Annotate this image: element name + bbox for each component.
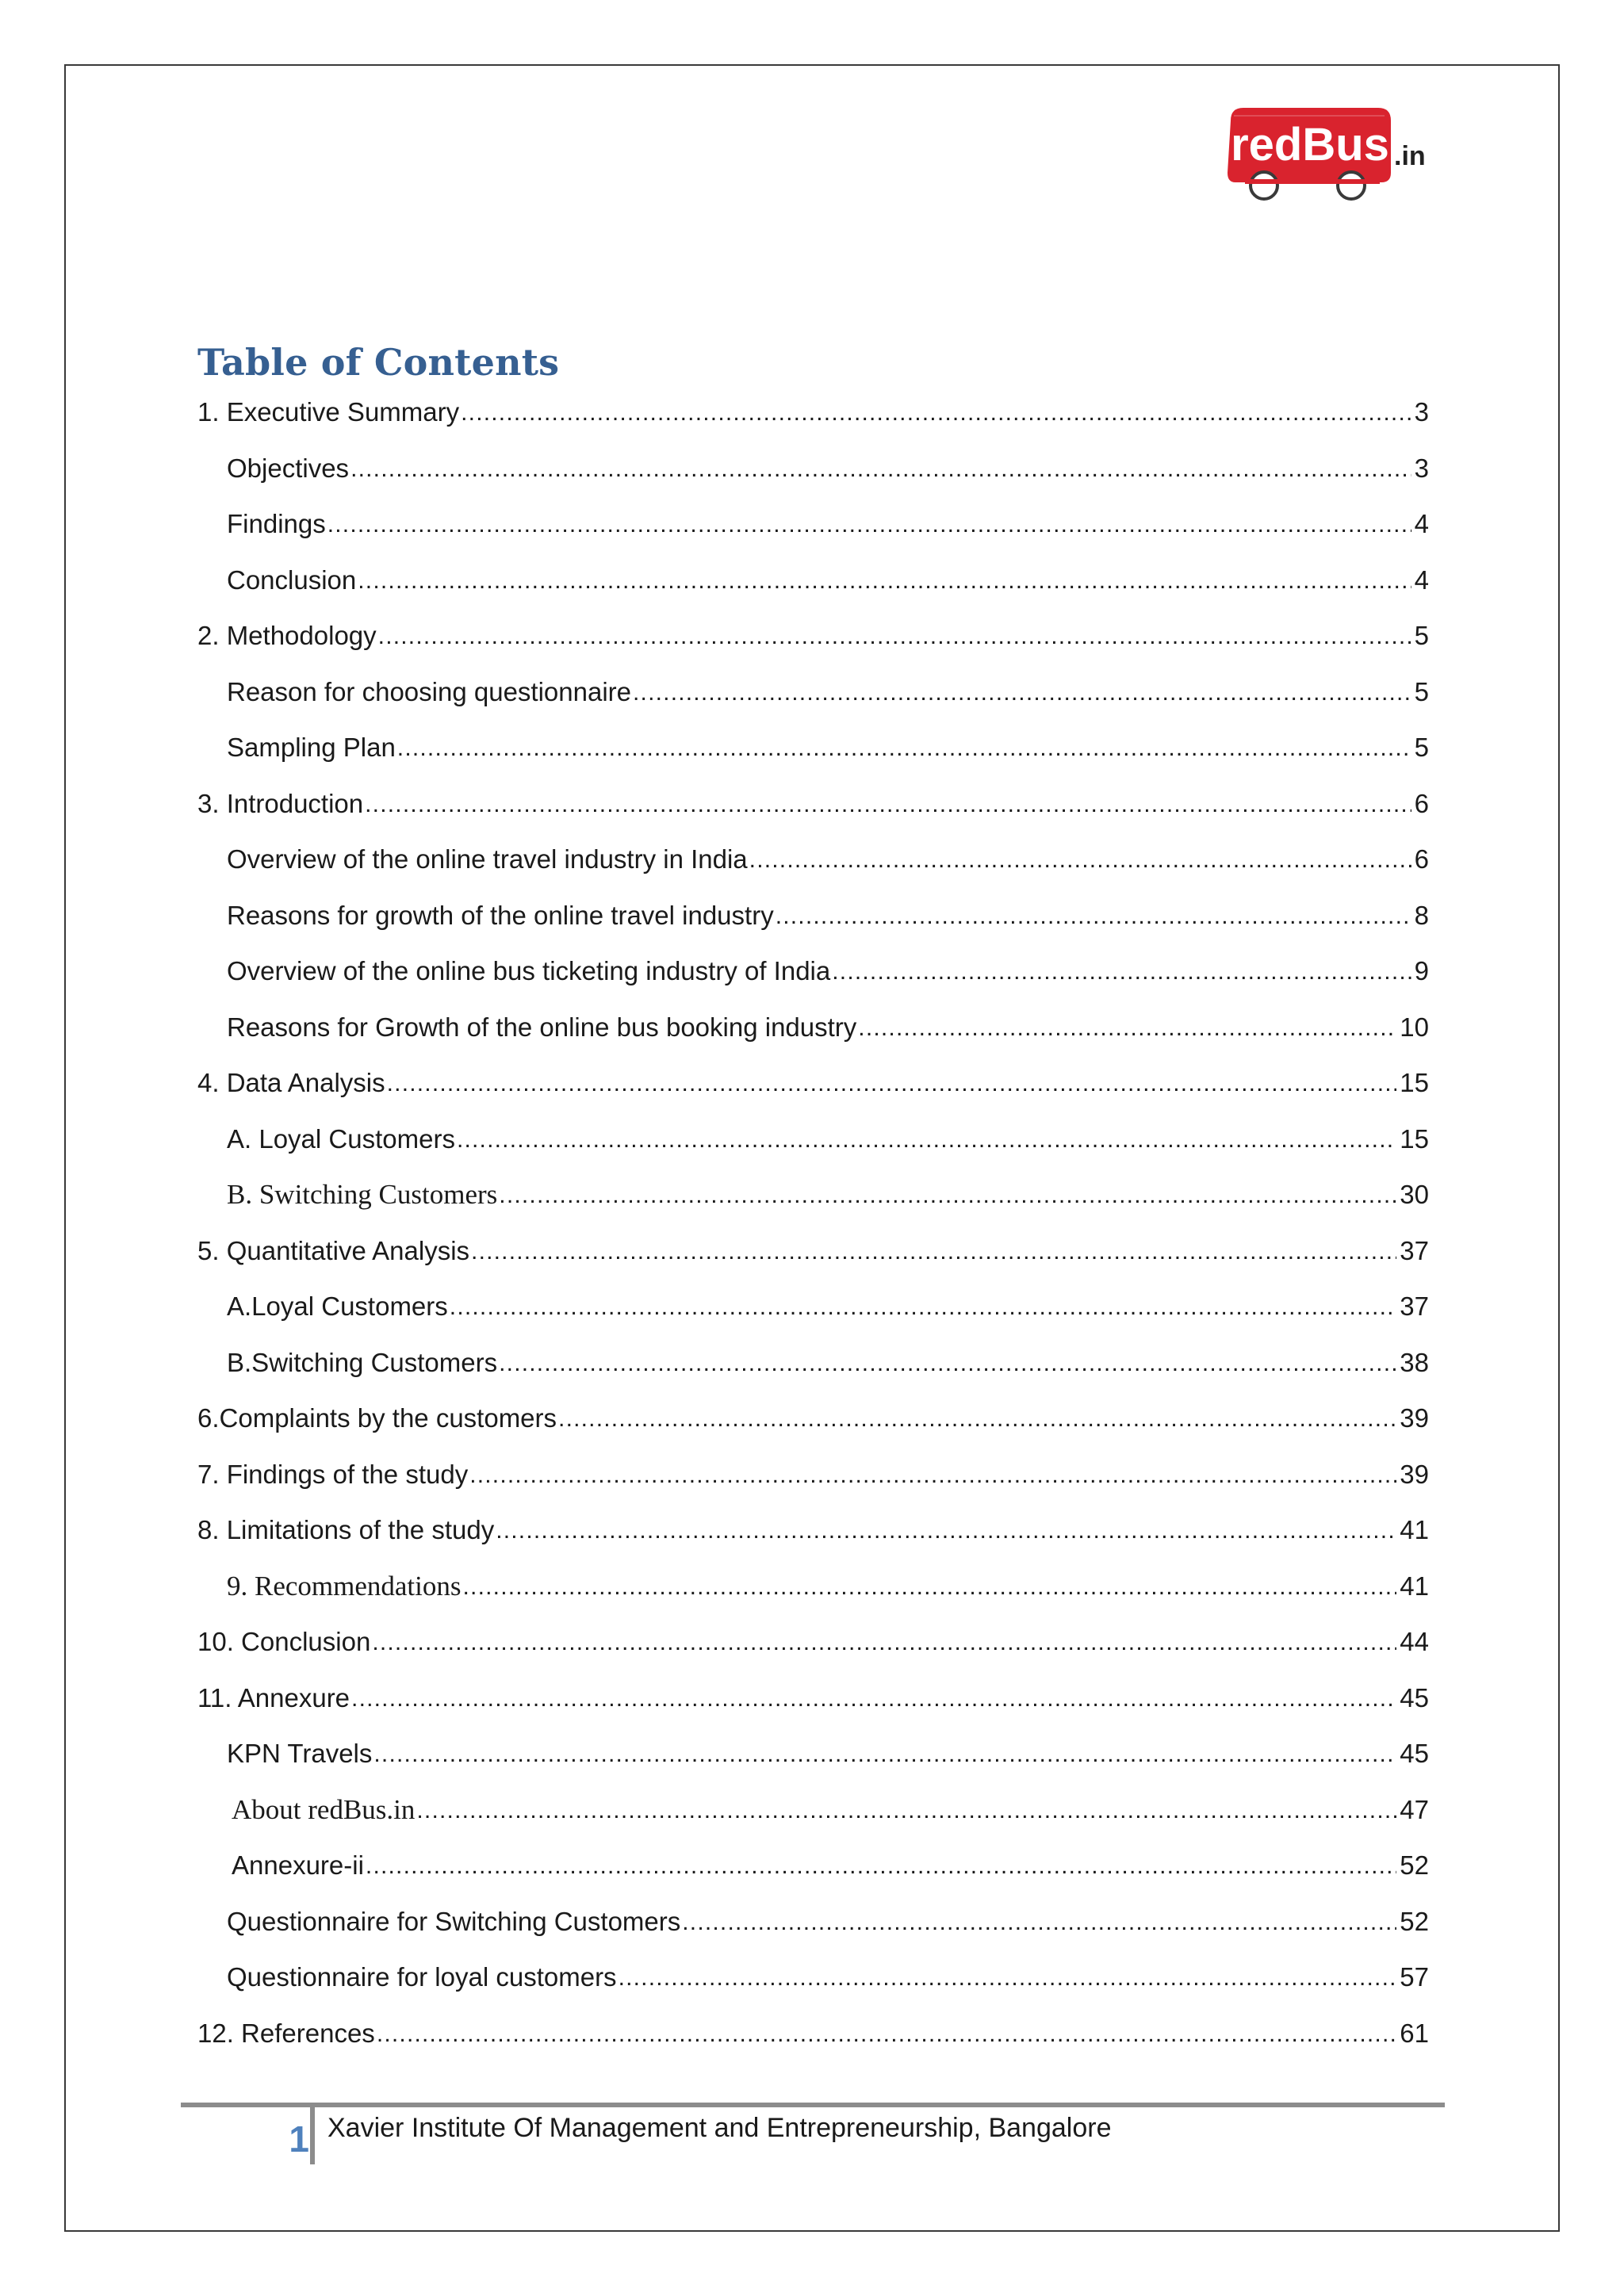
toc-entry-title: Questionnaire for Switching Customers [227,1904,682,1939]
toc-entry[interactable] [197,898,1429,955]
toc-entry-title: Conclusion [227,563,358,598]
toc-dot-leader [463,1569,1397,1605]
toc-entry-page: 41 [1396,1513,1429,1548]
toc-entry-page: 38 [1396,1345,1429,1380]
toc-entry-title: 5. Quantitative Analysis [197,1234,471,1269]
toc-list [197,395,1429,2072]
toc-dot-leader [469,1457,1396,1494]
toc-entry-title: A.Loyal Customers [227,1289,450,1324]
toc-dot-leader [858,1010,1396,1047]
toc-dot-leader [387,1066,1397,1102]
toc-entry-page: 41 [1396,1569,1429,1604]
toc-entry-page: 4 [1411,507,1429,541]
toc-entry-page: 52 [1396,1904,1429,1939]
toc-entry[interactable] [197,1122,1429,1178]
toc-dot-leader [682,1904,1396,1941]
toc-entry[interactable] [197,1793,1429,1849]
toc-entry-title: About redBus.in [232,1793,416,1827]
toc-entry-title: 3. Introduction [197,786,365,821]
toc-entry-title: 7. Findings of the study [197,1457,469,1492]
toc-entry-page: 6 [1411,786,1429,821]
toc-entry-title: 9. Recommendations [227,1569,463,1604]
toc-entry[interactable] [197,1234,1429,1290]
toc-entry-page: 5 [1411,618,1429,653]
footer-rule [181,2103,1445,2107]
toc-entry[interactable] [197,1848,1429,1904]
toc-entry-page: 44 [1396,1624,1429,1659]
toc-entry[interactable] [197,1457,1429,1513]
toc-entry-page: 3 [1411,395,1429,430]
toc-dot-leader [358,563,1411,599]
toc-entry-title: Sampling Plan [227,730,397,765]
toc-entry-page: 61 [1396,2016,1429,2051]
toc-entry-title: 1. Executive Summary [197,395,461,430]
toc-entry[interactable] [197,1736,1429,1793]
toc-entry-page: 39 [1396,1457,1429,1492]
toc-entry[interactable] [197,1010,1429,1066]
footer-page-number: 1 [289,2118,309,2160]
toc-entry[interactable] [197,2016,1429,2072]
toc-entry[interactable] [197,1289,1429,1345]
toc-dot-leader [365,786,1411,823]
toc-entry-page: 47 [1396,1793,1429,1827]
toc-entry[interactable] [197,954,1429,1010]
toc-entry-title: A. Loyal Customers [227,1122,457,1157]
toc-entry-page: 3 [1411,451,1429,486]
toc-entry-title: Questionnaire for loyal customers [227,1960,619,1995]
toc-dot-leader [832,954,1411,990]
toc-entry-title: Overview of the online bus ticketing industry of India [227,954,832,989]
toc-entry-page: 37 [1396,1234,1429,1269]
toc-entry-title: 11. Annexure [197,1681,351,1716]
toc-entry-title: B.Switching Customers [227,1345,499,1380]
toc-entry-page: 39 [1396,1401,1429,1436]
footer-divider [310,2107,315,2164]
toc-dot-leader [327,507,1411,543]
toc-dot-leader [776,898,1411,935]
toc-entry-title: Objectives [227,451,350,486]
toc-entry-title: 8. Limitations of the study [197,1513,496,1548]
toc-dot-leader [619,1960,1397,1996]
toc-entry-page: 45 [1396,1736,1429,1771]
toc-entry[interactable] [197,1401,1429,1457]
toc-entry-title: 4. Data Analysis [197,1066,387,1100]
footer-institution: Xavier Institute Of Management and Entrepreneurship, Bangalore [327,2113,1112,2143]
toc-entry-page: 5 [1411,675,1429,710]
redbus-logo [1221,103,1435,206]
toc-dot-leader [450,1289,1397,1326]
toc-entry-title: Reason for choosing questionnaire [227,675,633,710]
toc-dot-leader [373,1736,1396,1773]
toc-entry[interactable] [197,1513,1429,1569]
toc-entry-page: 30 [1396,1177,1429,1212]
toc-entry-title: 6.Complaints by the customers [197,1401,558,1436]
toc-dot-leader [378,618,1411,655]
toc-dot-leader [351,1681,1396,1717]
logo-wheel-back [1338,172,1365,199]
toc-entry-page: 37 [1396,1289,1429,1324]
toc-entry-page: 15 [1396,1122,1429,1157]
toc-entry-page: 5 [1411,730,1429,765]
toc-dot-leader [461,395,1411,431]
toc-entry-title: Findings [227,507,327,541]
toc-entry-title: KPN Travels [227,1736,373,1771]
toc-dot-leader [397,730,1411,767]
toc-entry[interactable] [197,1066,1429,1122]
toc-entry[interactable] [197,507,1429,563]
toc-dot-leader [499,1345,1396,1382]
logo-brand-text: redBus [1231,119,1389,170]
toc-entry-title: Reasons for growth of the online travel industry [227,898,776,933]
toc-entry-title: Reasons for Growth of the online bus booking industry [227,1010,858,1045]
toc-entry[interactable] [197,563,1429,619]
toc-title: Table of Contents [197,341,560,384]
toc-entry[interactable] [197,786,1429,843]
toc-dot-leader [350,451,1411,488]
toc-entry-page: 6 [1411,842,1429,877]
toc-dot-leader [499,1177,1396,1214]
toc-entry[interactable] [197,842,1429,898]
toc-dot-leader [749,842,1411,878]
toc-entry[interactable] [197,451,1429,507]
toc-entry-title: Overview of the online travel industry in India [227,842,749,877]
toc-dot-leader [457,1122,1396,1158]
toc-entry-page: 10 [1396,1010,1429,1045]
toc-entry[interactable] [197,1177,1429,1234]
toc-entry[interactable] [197,1960,1429,2016]
toc-entry[interactable] [197,1681,1429,1737]
toc-entry-page: 4 [1411,563,1429,598]
toc-dot-leader [416,1793,1396,1829]
toc-entry[interactable] [197,675,1429,731]
toc-entry-page: 8 [1411,898,1429,933]
toc-dot-leader [366,1848,1396,1885]
toc-entry[interactable] [197,395,1429,451]
toc-entry-page: 9 [1411,954,1429,989]
toc-entry-title: 10. Conclusion [197,1624,372,1659]
toc-entry-page: 57 [1396,1960,1429,1995]
toc-dot-leader [372,1624,1396,1661]
logo-suffix-text: .in [1394,141,1426,171]
toc-entry-title: Annexure-ii [232,1848,366,1883]
toc-dot-leader [471,1234,1396,1270]
toc-dot-leader [633,675,1411,711]
toc-entry[interactable] [197,1569,1429,1625]
toc-entry[interactable] [197,1345,1429,1402]
toc-entry-page: 45 [1396,1681,1429,1716]
toc-entry-title: 2. Methodology [197,618,378,653]
toc-dot-leader [496,1513,1396,1549]
toc-dot-leader [558,1401,1396,1437]
logo-wheel-front [1251,172,1277,199]
toc-entry[interactable] [197,730,1429,786]
toc-dot-leader [377,2016,1396,2053]
toc-entry-title: 12. References [197,2016,377,2051]
toc-entry[interactable] [197,1904,1429,1961]
toc-entry[interactable] [197,618,1429,675]
toc-entry-page: 15 [1396,1066,1429,1100]
toc-entry-title: B. Switching Customers [227,1177,499,1212]
toc-entry-page: 52 [1396,1848,1429,1883]
toc-entry[interactable] [197,1624,1429,1681]
